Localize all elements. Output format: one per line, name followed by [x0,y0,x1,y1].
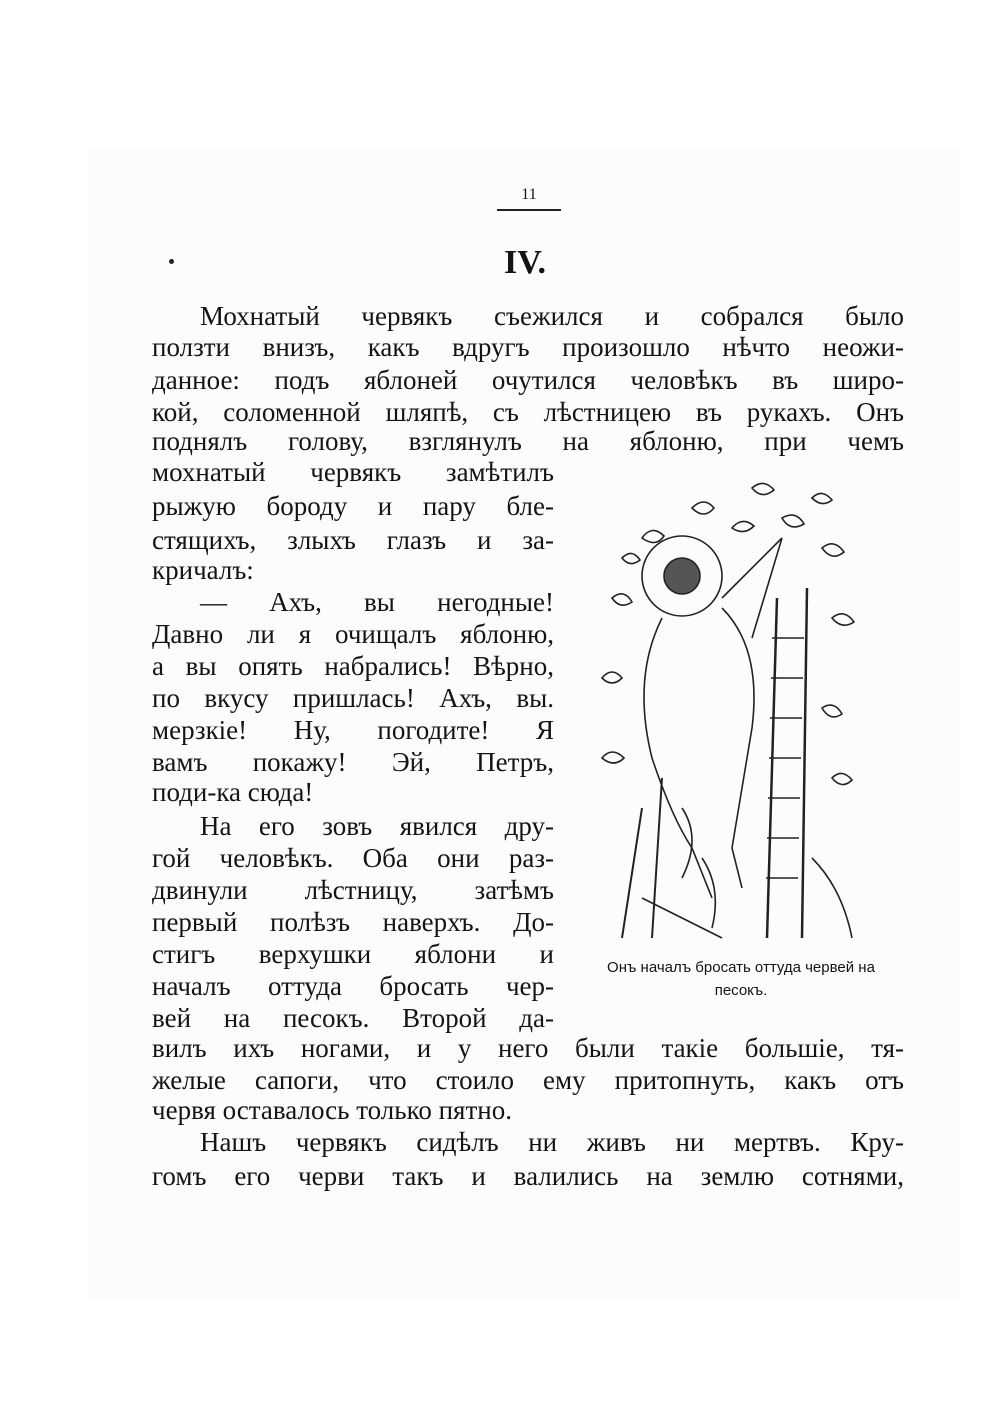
text-line: кричалъ: [152,555,254,585]
text-line: поди-ка сюда! [152,777,314,807]
page-number: 11 [521,186,537,203]
text-line: кой, соломенной шляпѣ, съ лѣстницею въ рукахъ. Онъ [152,397,904,427]
text-line: Давно ли я очищалъ яблоню, [152,619,554,649]
text-line: поднялъ голову, взглянулъ на яблоню, при чемъ [152,426,904,456]
page-number-rule [497,209,561,211]
text-line: гой человѣкъ. Оба они раз- [152,843,554,873]
text-line: по вкусу пришлась! Ахъ, вы. [152,683,554,713]
text-line: данное: подъ яблоней очутился человѣкъ въ широ- [152,365,904,395]
text-line: На его зовъ явился дру- [200,811,554,841]
leaves [602,483,854,784]
text-line: желые сапоги, что стоило ему притопнуть, какъ отъ [152,1065,904,1095]
text-line: двинули лѣстницу, затѣмъ [152,875,554,905]
illustration-man-on-ladder [582,478,884,948]
text-line: Мохнатый червякъ съежился и собрался было [200,301,904,331]
text-line: стящихъ, злыхъ глазъ и за- [152,525,554,555]
text-line: стигъ верхушки яблони и [152,939,554,969]
text-line: первый полѣзъ наверхъ. До- [152,907,554,937]
text-line: червя оставалось только пятно. [152,1095,512,1125]
text-line: началъ оттуда бросать чер- [152,971,554,1001]
text-line: гомъ его черви такъ и валились на землю сотнями, [152,1161,904,1191]
text-line: рыжую бороду и пару бле- [152,491,554,521]
illustration-caption-line: Онъ началъ бросать оттуда червей на [607,959,875,976]
text-line: — Ахъ, вы негодные! [200,587,554,617]
text-line: мохнатый червякъ замѣтилъ [152,457,554,487]
text-line: мерзкіе! Ну, погодите! Я [152,715,554,745]
man-figure [644,608,754,898]
text-line: вилъ ихъ ногами, и у него были такіе большіе, тя- [152,1033,904,1063]
ladder [767,588,807,938]
text-line: вамъ покажу! Эй, Петръ, [152,747,554,777]
text-line: а вы опять набрались! Вѣрно, [152,651,554,681]
chapter-heading: IV. [504,244,546,281]
text-line: ползти внизъ, какъ вдругъ произошло нѣчто неожи- [152,332,904,362]
illustration-caption-line: песокъ. [714,982,768,999]
text-line: Нашъ червякъ сидѣлъ ни живъ ни мертвъ. Кру- [200,1127,904,1157]
text-line: вей на песокъ. Второй да- [152,1003,554,1033]
